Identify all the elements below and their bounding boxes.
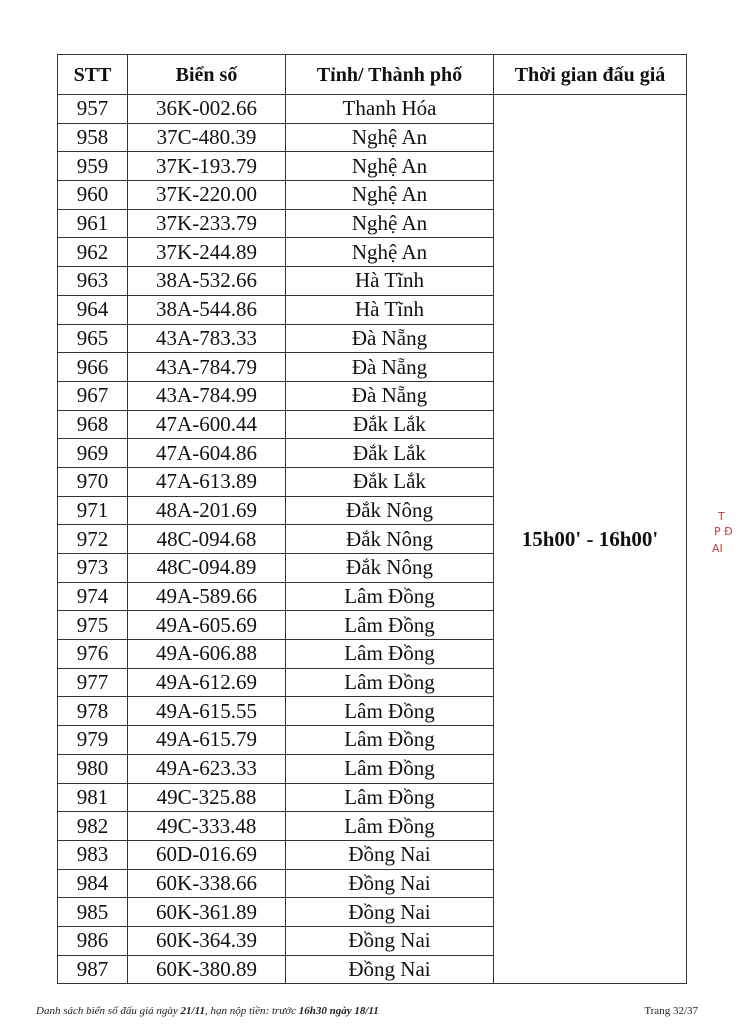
row-province: Lâm Đồng (286, 697, 494, 726)
row-plate: 60K-338.66 (128, 869, 286, 898)
stamp-text-2: P Đ (714, 525, 733, 538)
row-province: Nghệ An (286, 209, 494, 238)
row-stt: 984 (58, 869, 128, 898)
row-stt: 987 (58, 955, 128, 984)
row-plate: 37K-233.79 (128, 209, 286, 238)
row-stt: 973 (58, 554, 128, 583)
row-stt: 980 (58, 754, 128, 783)
row-plate: 37K-220.00 (128, 181, 286, 210)
row-province: Đà Nẵng (286, 324, 494, 353)
row-province: Lâm Đồng (286, 582, 494, 611)
row-province: Lâm Đồng (286, 754, 494, 783)
row-province: Nghệ An (286, 152, 494, 181)
row-stt: 969 (58, 439, 128, 468)
row-stt: 982 (58, 812, 128, 841)
row-province: Lâm Đồng (286, 726, 494, 755)
row-stt: 958 (58, 123, 128, 152)
row-stt: 966 (58, 353, 128, 382)
row-plate: 60K-364.39 (128, 926, 286, 955)
row-province: Đắk Nông (286, 554, 494, 583)
row-plate: 38A-532.66 (128, 267, 286, 296)
row-plate: 60D-016.69 (128, 840, 286, 869)
row-stt: 981 (58, 783, 128, 812)
row-province: Đồng Nai (286, 926, 494, 955)
row-stt: 960 (58, 181, 128, 210)
row-plate: 36K-002.66 (128, 95, 286, 124)
row-province: Đắk Nông (286, 525, 494, 554)
row-plate: 38A-544.86 (128, 295, 286, 324)
header-time: Thời gian đấu giá (494, 55, 687, 95)
row-province: Thanh Hóa (286, 95, 494, 124)
row-province: Đồng Nai (286, 840, 494, 869)
row-plate: 37C-480.39 (128, 123, 286, 152)
row-stt: 963 (58, 267, 128, 296)
row-stt: 971 (58, 496, 128, 525)
row-province: Đà Nẵng (286, 381, 494, 410)
row-province: Lâm Đồng (286, 640, 494, 669)
row-province: Đà Nẵng (286, 353, 494, 382)
row-province: Đắk Lắk (286, 410, 494, 439)
row-stt: 961 (58, 209, 128, 238)
row-stt: 979 (58, 726, 128, 755)
row-plate: 37K-244.89 (128, 238, 286, 267)
row-stt: 970 (58, 467, 128, 496)
row-plate: 47A-600.44 (128, 410, 286, 439)
row-province: Hà Tĩnh (286, 267, 494, 296)
row-plate: 60K-380.89 (128, 955, 286, 984)
row-stt: 972 (58, 525, 128, 554)
row-stt: 967 (58, 381, 128, 410)
row-plate: 37K-193.79 (128, 152, 286, 181)
row-province: Lâm Đồng (286, 783, 494, 812)
row-stt: 968 (58, 410, 128, 439)
row-plate: 49A-623.33 (128, 754, 286, 783)
row-plate: 43A-784.79 (128, 353, 286, 382)
footer-date: 21/11 (180, 1005, 205, 1017)
row-plate: 48C-094.68 (128, 525, 286, 554)
auction-time-cell: 15h00' - 16h00' (494, 95, 687, 984)
row-province: Đắk Nông (286, 496, 494, 525)
footer-middle: , hạn nộp tiền: trước (204, 1005, 296, 1017)
row-province: Lâm Đồng (286, 812, 494, 841)
row-province: Đắk Lắk (286, 439, 494, 468)
page-number: Trang 32/37 (644, 1005, 698, 1017)
row-plate: 49C-325.88 (128, 783, 286, 812)
row-plate: 49A-605.69 (128, 611, 286, 640)
row-stt: 965 (58, 324, 128, 353)
row-plate: 47A-613.89 (128, 467, 286, 496)
footer-prefix: Danh sách biển số đấu giá ngày (36, 1005, 178, 1017)
row-stt: 978 (58, 697, 128, 726)
row-plate: 49A-615.79 (128, 726, 286, 755)
row-province: Đắk Lắk (286, 467, 494, 496)
table-row (58, 95, 687, 124)
row-province: Đồng Nai (286, 898, 494, 927)
row-stt: 983 (58, 840, 128, 869)
row-province: Nghệ An (286, 181, 494, 210)
row-stt: 986 (58, 926, 128, 955)
row-stt: 962 (58, 238, 128, 267)
row-plate: 49C-333.48 (128, 812, 286, 841)
row-plate: 49A-612.69 (128, 668, 286, 697)
row-plate: 49A-615.55 (128, 697, 286, 726)
header-row (58, 55, 687, 95)
row-plate: 43A-784.99 (128, 381, 286, 410)
row-stt: 985 (58, 898, 128, 927)
stamp-text-1: T (718, 510, 725, 523)
header-plate: Biển số (128, 55, 286, 95)
row-plate: 49A-606.88 (128, 640, 286, 669)
page-footer (36, 1005, 698, 1017)
header-stt: STT (58, 55, 128, 95)
row-province: Hà Tĩnh (286, 295, 494, 324)
row-stt: 964 (58, 295, 128, 324)
row-stt: 959 (58, 152, 128, 181)
row-province: Lâm Đồng (286, 611, 494, 640)
row-plate: 48C-094.89 (128, 554, 286, 583)
row-plate: 60K-361.89 (128, 898, 286, 927)
row-province: Lâm Đồng (286, 668, 494, 697)
header-province: Tỉnh/ Thành phố (286, 55, 494, 95)
row-plate: 47A-604.86 (128, 439, 286, 468)
row-province: Đồng Nai (286, 869, 494, 898)
row-stt: 976 (58, 640, 128, 669)
row-plate: 48A-201.69 (128, 496, 286, 525)
row-plate: 49A-589.66 (128, 582, 286, 611)
row-stt: 977 (58, 668, 128, 697)
row-plate: 43A-783.33 (128, 324, 286, 353)
row-stt: 957 (58, 95, 128, 124)
row-province: Đồng Nai (286, 955, 494, 984)
red-stamp-fragment (706, 460, 746, 600)
footer-deadline: 16h30 ngày 18/11 (298, 1005, 379, 1017)
row-stt: 974 (58, 582, 128, 611)
stamp-text-3: AI (712, 542, 723, 555)
row-province: Nghệ An (286, 238, 494, 267)
row-province: Nghệ An (286, 123, 494, 152)
plates-table (57, 54, 687, 984)
row-stt: 975 (58, 611, 128, 640)
